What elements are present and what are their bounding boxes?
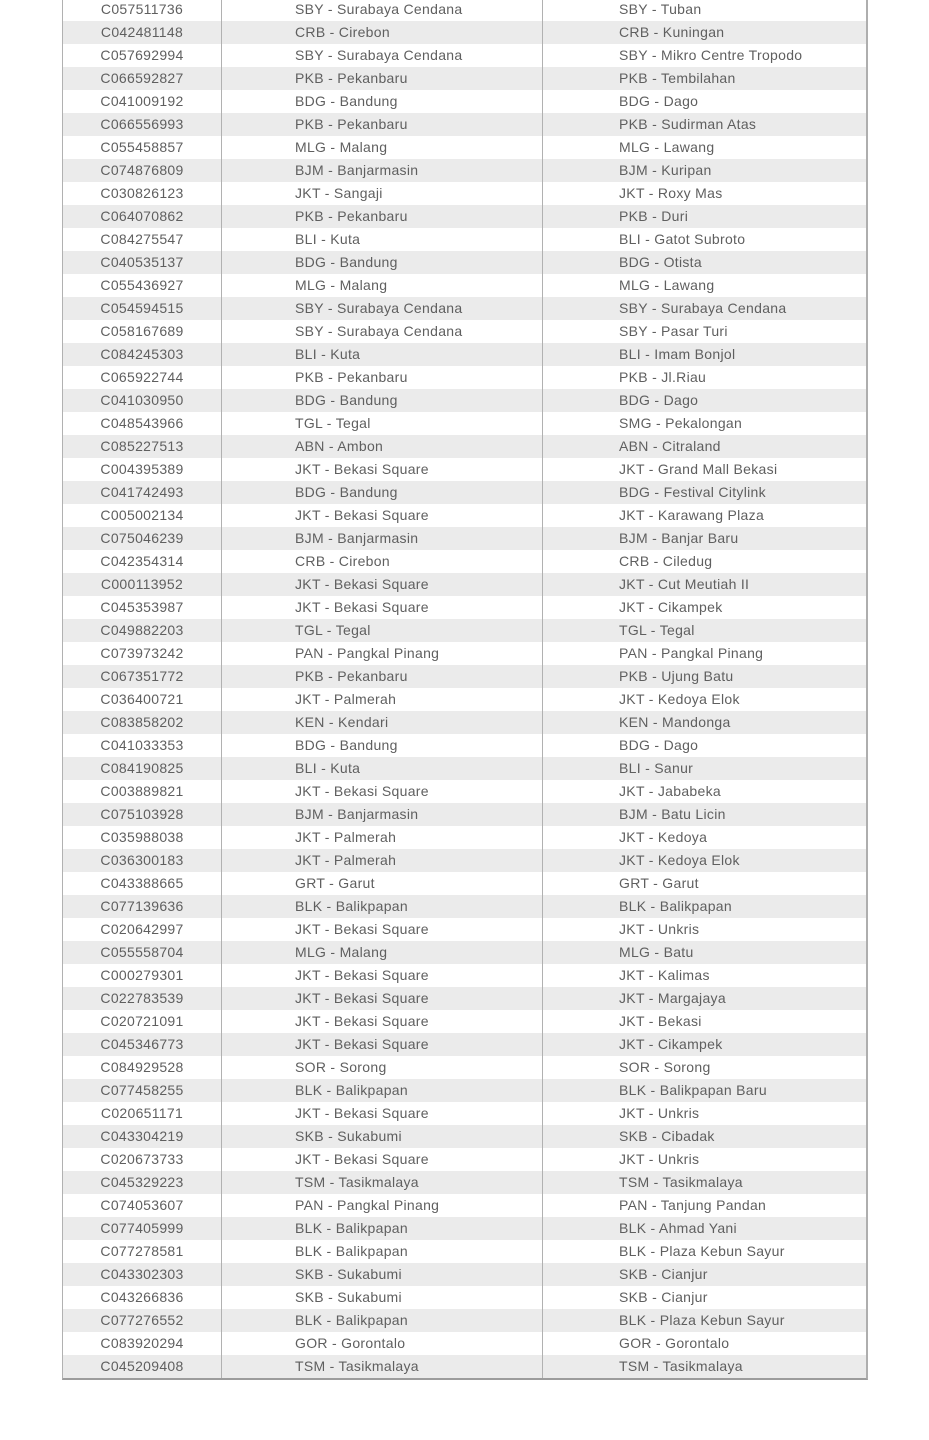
customer-id-cell: C045346773	[63, 1033, 222, 1056]
sub-branch-cell: SKB - Cianjur	[619, 1289, 708, 1305]
customer-id-cell: C035988038	[63, 826, 222, 849]
customer-id-cell: C074053607	[63, 1194, 222, 1217]
table-row	[63, 941, 866, 964]
table-row	[63, 803, 866, 826]
branch-cell: JKT - Bekasi Square	[222, 780, 543, 803]
table-row	[63, 872, 866, 895]
branch-cell: JKT - Bekasi Square	[222, 964, 543, 987]
customer-id-cell: C055558704	[63, 941, 222, 964]
sub-branch-cell: BLK - Ahmad Yani	[619, 1220, 737, 1236]
table-row	[63, 297, 866, 320]
sub-branch-cell: BJM - Kuripan	[619, 162, 712, 178]
table-row	[63, 113, 866, 136]
branch-cell: SBY - Surabaya Cendana	[222, 44, 543, 67]
branch-cell: SBY - Surabaya Cendana	[222, 320, 543, 343]
customer-id-cell: C049882203	[63, 619, 222, 642]
table-row	[63, 1102, 866, 1125]
sub-branch-cell: TSM - Tasikmalaya	[619, 1174, 743, 1190]
customer-id-cell: C083858202	[63, 711, 222, 734]
table-row	[63, 1171, 866, 1194]
branch-cell: CRB - Cirebon	[222, 550, 543, 573]
customer-id-cell: C020642997	[63, 918, 222, 941]
branch-cell: SKB - Sukabumi	[222, 1263, 543, 1286]
sub-branch-cell: JKT - Karawang Plaza	[619, 507, 765, 523]
branch-cell: BLK - Balikpapan	[222, 1079, 543, 1102]
sub-branch-cell: BJM - Banjar Baru	[619, 530, 739, 546]
branch-cell: MLG - Malang	[222, 136, 543, 159]
customer-id-cell: C041009192	[63, 90, 222, 113]
customer-id-cell: C041742493	[63, 481, 222, 504]
customer-id-cell: C020673733	[63, 1148, 222, 1171]
sub-branch-cell: TSM - Tasikmalaya	[619, 1358, 743, 1374]
branch-cell: BLI - Kuta	[222, 228, 543, 251]
table-row	[63, 1148, 866, 1171]
branch-cell: JKT - Bekasi Square	[222, 987, 543, 1010]
branch-cell: BLI - Kuta	[222, 757, 543, 780]
customer-id-cell: C036300183	[63, 849, 222, 872]
sub-branch-cell: JKT - Unkris	[619, 921, 700, 937]
branch-cell: JKT - Bekasi Square	[222, 1102, 543, 1125]
customer-id-cell: C042481148	[63, 21, 222, 44]
sub-branch-cell: BLK - Balikpapan	[619, 898, 732, 914]
sub-branch-cell: BDG - Dago	[619, 93, 699, 109]
customer-id-cell: C073973242	[63, 642, 222, 665]
sub-branch-cell: CRB - Kuningan	[619, 24, 725, 40]
customer-id-cell: C057511736	[63, 0, 222, 21]
table-row	[63, 1355, 866, 1378]
table-row	[63, 895, 866, 918]
branch-cell: SOR - Sorong	[222, 1056, 543, 1079]
table-row	[63, 826, 866, 849]
customer-id-cell: C057692994	[63, 44, 222, 67]
branch-cell: BDG - Bandung	[222, 734, 543, 757]
branch-cell: JKT - Bekasi Square	[222, 458, 543, 481]
branch-cell: BLI - Kuta	[222, 343, 543, 366]
table-row	[63, 1263, 866, 1286]
branch-cell: TGL - Tegal	[222, 619, 543, 642]
sub-branch-cell: JKT - Cikampek	[619, 599, 723, 615]
table-row	[63, 1010, 866, 1033]
table-row	[63, 1056, 866, 1079]
customer-id-cell: C045353987	[63, 596, 222, 619]
branch-cell: MLG - Malang	[222, 941, 543, 964]
customer-id-cell: C042354314	[63, 550, 222, 573]
table-row	[63, 688, 866, 711]
sub-branch-cell: JKT - Kedoya Elok	[619, 691, 740, 707]
branch-cell: KEN - Kendari	[222, 711, 543, 734]
table-row	[63, 412, 866, 435]
sub-branch-cell: CRB - Ciledug	[619, 553, 713, 569]
table-row	[63, 1079, 866, 1102]
branch-cell: SBY - Surabaya Cendana	[222, 297, 543, 320]
branch-cell: BDG - Bandung	[222, 481, 543, 504]
customer-id-cell: C040535137	[63, 251, 222, 274]
table-row	[63, 389, 866, 412]
sub-branch-cell: JKT - Cikampek	[619, 1036, 723, 1052]
branch-cell: JKT - Bekasi Square	[222, 1148, 543, 1171]
sub-branch-cell: BLK - Plaza Kebun Sayur	[619, 1312, 785, 1328]
sub-branch-cell: BJM - Batu Licin	[619, 806, 726, 822]
sub-branch-cell: GRT - Garut	[619, 875, 699, 891]
customer-id-cell: C084245303	[63, 343, 222, 366]
table-row	[63, 642, 866, 665]
table-row	[63, 987, 866, 1010]
sub-branch-cell: JKT - Kedoya	[619, 829, 708, 845]
customer-id-cell: C043304219	[63, 1125, 222, 1148]
sub-branch-cell: KEN - Mandonga	[619, 714, 731, 730]
table-row	[63, 136, 866, 159]
sub-branch-cell: GOR - Gorontalo	[619, 1335, 730, 1351]
sub-branch-cell: JKT - Kedoya Elok	[619, 852, 740, 868]
table-row	[63, 44, 866, 67]
customer-id-cell: C004395389	[63, 458, 222, 481]
sub-branch-cell: SKB - Cianjur	[619, 1266, 708, 1282]
customer-id-cell: C077278581	[63, 1240, 222, 1263]
branch-cell: JKT - Palmerah	[222, 826, 543, 849]
sub-branch-cell: JKT - Cut Meutiah II	[619, 576, 750, 592]
branch-cell: JKT - Bekasi Square	[222, 573, 543, 596]
sub-branch-cell: PKB - Duri	[619, 208, 689, 224]
customer-id-cell: C084190825	[63, 757, 222, 780]
branch-cell: JKT - Bekasi Square	[222, 1033, 543, 1056]
sub-branch-cell: SBY - Tuban	[619, 1, 702, 17]
table-row	[63, 1194, 866, 1217]
customer-id-cell: C065922744	[63, 366, 222, 389]
branch-cell: JKT - Palmerah	[222, 688, 543, 711]
sub-branch-cell: SOR - Sorong	[619, 1059, 711, 1075]
branch-cell: BLK - Balikpapan	[222, 1240, 543, 1263]
table-row	[63, 1240, 866, 1263]
table-row	[63, 21, 866, 44]
customer-id-cell: C066592827	[63, 67, 222, 90]
branch-cell: BLK - Balikpapan	[222, 1217, 543, 1240]
customer-id-cell: C085227513	[63, 435, 222, 458]
branch-cell: TSM - Tasikmalaya	[222, 1355, 543, 1378]
sub-branch-cell: BDG - Festival Citylink	[619, 484, 766, 500]
sub-branch-cell: JKT - Roxy Mas	[619, 185, 723, 201]
sub-branch-cell: TGL - Tegal	[619, 622, 695, 638]
sub-branch-cell: SKB - Cibadak	[619, 1128, 715, 1144]
customer-id-cell: C083920294	[63, 1332, 222, 1355]
branch-cell: BLK - Balikpapan	[222, 1309, 543, 1332]
sub-branch-cell: JKT - Bekasi	[619, 1013, 702, 1029]
customer-id-cell: C066556993	[63, 113, 222, 136]
customer-id-cell: C045329223	[63, 1171, 222, 1194]
sub-branch-cell: BLK - Plaza Kebun Sayur	[619, 1243, 785, 1259]
branch-cell: CRB - Cirebon	[222, 21, 543, 44]
sub-branch-cell: PKB - Sudirman Atas	[619, 116, 757, 132]
sub-branch-cell: BDG - Dago	[619, 392, 699, 408]
customer-id-cell: C048543966	[63, 412, 222, 435]
branch-cell: PAN - Pangkal Pinang	[222, 1194, 543, 1217]
customer-id-cell: C084929528	[63, 1056, 222, 1079]
table-row	[63, 481, 866, 504]
sub-branch-cell: JKT - Margajaya	[619, 990, 726, 1006]
table-row	[63, 550, 866, 573]
table-row	[63, 918, 866, 941]
customer-id-cell: C077276552	[63, 1309, 222, 1332]
table-row	[63, 1125, 866, 1148]
customer-id-cell: C005002134	[63, 504, 222, 527]
customer-id-cell: C020721091	[63, 1010, 222, 1033]
branch-cell: ABN - Ambon	[222, 435, 543, 458]
branch-cell: MLG - Malang	[222, 274, 543, 297]
customer-id-cell: C077458255	[63, 1079, 222, 1102]
sub-branch-cell: SBY - Pasar Turi	[619, 323, 728, 339]
table-row	[63, 274, 866, 297]
branch-cell: PKB - Pekanbaru	[222, 205, 543, 228]
table-row	[63, 320, 866, 343]
sub-branch-cell: JKT - Unkris	[619, 1105, 700, 1121]
sub-branch-cell: SMG - Pekalongan	[619, 415, 743, 431]
customer-id-cell: C045209408	[63, 1355, 222, 1378]
branch-cell: TGL - Tegal	[222, 412, 543, 435]
table-row	[63, 1286, 866, 1309]
sub-branch-cell: SBY - Surabaya Cendana	[619, 300, 787, 316]
table-row	[63, 596, 866, 619]
branch-cell: SKB - Sukabumi	[222, 1125, 543, 1148]
table-row	[63, 90, 866, 113]
customer-id-cell: C030826123	[63, 182, 222, 205]
sub-branch-cell: MLG - Batu	[619, 944, 694, 960]
branch-cell: PKB - Pekanbaru	[222, 366, 543, 389]
table-row	[63, 435, 866, 458]
table-row	[63, 757, 866, 780]
sub-branch-cell: JKT - Unkris	[619, 1151, 700, 1167]
customer-id-cell: C043266836	[63, 1286, 222, 1309]
sub-branch-cell: PAN - Tanjung Pandan	[619, 1197, 767, 1213]
branch-cell: BDG - Bandung	[222, 251, 543, 274]
table-row	[63, 527, 866, 550]
sub-branch-cell: BLI - Sanur	[619, 760, 694, 776]
branch-cell: BDG - Bandung	[222, 90, 543, 113]
branch-cell: BDG - Bandung	[222, 389, 543, 412]
table-row	[63, 1217, 866, 1240]
table-row	[63, 458, 866, 481]
sub-branch-cell: PAN - Pangkal Pinang	[619, 645, 764, 661]
table-row	[63, 205, 866, 228]
customer-id-cell: C043302303	[63, 1263, 222, 1286]
sub-branch-cell: JKT - Grand Mall Bekasi	[619, 461, 778, 477]
sub-branch-cell: BLI - Imam Bonjol	[619, 346, 736, 362]
customer-id-cell: C058167689	[63, 320, 222, 343]
customer-id-cell: C067351772	[63, 665, 222, 688]
sub-branch-cell: BLK - Balikpapan Baru	[619, 1082, 767, 1098]
sub-branch-cell: BDG - Otista	[619, 254, 702, 270]
branch-cell: TSM - Tasikmalaya	[222, 1171, 543, 1194]
customer-id-cell: C041033353	[63, 734, 222, 757]
table-row	[63, 67, 866, 90]
table-row	[63, 1332, 866, 1355]
customer-id-cell: C041030950	[63, 389, 222, 412]
table-row	[63, 251, 866, 274]
table-row	[63, 0, 866, 21]
table-row	[63, 734, 866, 757]
sub-branch-cell: JKT - Jababeka	[619, 783, 721, 799]
customer-id-cell: C054594515	[63, 297, 222, 320]
customer-id-cell: C036400721	[63, 688, 222, 711]
branch-cell: JKT - Bekasi Square	[222, 1010, 543, 1033]
sub-branch-cell: BLI - Gatot Subroto	[619, 231, 746, 247]
branch-cell: BJM - Banjarmasin	[222, 803, 543, 826]
customer-id-cell: C075103928	[63, 803, 222, 826]
sub-branch-cell: MLG - Lawang	[619, 277, 715, 293]
customer-id-cell: C064070862	[63, 205, 222, 228]
sub-branch-cell: PKB - Ujung Batu	[619, 668, 734, 684]
branch-cell: GOR - Gorontalo	[222, 1332, 543, 1355]
branch-cell: BJM - Banjarmasin	[222, 159, 543, 182]
branch-cell: PKB - Pekanbaru	[222, 113, 543, 136]
table-row	[63, 964, 866, 987]
customer-id-cell: C084275547	[63, 228, 222, 251]
branch-cell: JKT - Palmerah	[222, 849, 543, 872]
customer-id-cell: C000113952	[63, 573, 222, 596]
table-row	[63, 159, 866, 182]
customer-id-cell: C077139636	[63, 895, 222, 918]
table-row	[63, 228, 866, 251]
branch-cell: JKT - Bekasi Square	[222, 918, 543, 941]
branch-cell: PKB - Pekanbaru	[222, 665, 543, 688]
branch-cell: GRT - Garut	[222, 872, 543, 895]
branch-cell: PKB - Pekanbaru	[222, 67, 543, 90]
branch-cell: PAN - Pangkal Pinang	[222, 642, 543, 665]
customer-branch-table	[62, 0, 868, 1380]
sub-branch-cell: SBY - Mikro Centre Tropodo	[619, 47, 803, 63]
branch-cell: SBY - Surabaya Cendana	[222, 0, 543, 21]
sub-branch-cell: MLG - Lawang	[619, 139, 715, 155]
customer-id-cell: C055458857	[63, 136, 222, 159]
customer-id-cell: C074876809	[63, 159, 222, 182]
branch-cell: JKT - Bekasi Square	[222, 596, 543, 619]
customer-id-cell: C043388665	[63, 872, 222, 895]
customer-id-cell: C077405999	[63, 1217, 222, 1240]
table-row	[63, 1033, 866, 1056]
table-row	[63, 366, 866, 389]
branch-cell: JKT - Sangaji	[222, 182, 543, 205]
customer-id-cell: C020651171	[63, 1102, 222, 1125]
table-row	[63, 780, 866, 803]
customer-id-cell: C003889821	[63, 780, 222, 803]
customer-id-cell: C000279301	[63, 964, 222, 987]
branch-cell: BLK - Balikpapan	[222, 895, 543, 918]
branch-cell: SKB - Sukabumi	[222, 1286, 543, 1309]
sub-branch-cell: PKB - Jl.Riau	[619, 369, 707, 385]
customer-id-cell: C055436927	[63, 274, 222, 297]
table-row	[63, 1309, 866, 1332]
customer-id-cell: C022783539	[63, 987, 222, 1010]
sub-branch-cell: BDG - Dago	[619, 737, 699, 753]
table-row	[63, 573, 866, 596]
table-row	[63, 849, 866, 872]
sub-branch-cell: JKT - Kalimas	[619, 967, 710, 983]
sub-branch-cell: PKB - Tembilahan	[619, 70, 736, 86]
branch-cell: BJM - Banjarmasin	[222, 527, 543, 550]
table-row	[63, 504, 866, 527]
table-row	[63, 182, 866, 205]
table-row	[63, 619, 866, 642]
table-row	[63, 343, 866, 366]
customer-id-cell: C075046239	[63, 527, 222, 550]
table-row	[63, 665, 866, 688]
branch-cell: JKT - Bekasi Square	[222, 504, 543, 527]
table-row	[63, 711, 866, 734]
sub-branch-cell: ABN - Citraland	[619, 438, 721, 454]
